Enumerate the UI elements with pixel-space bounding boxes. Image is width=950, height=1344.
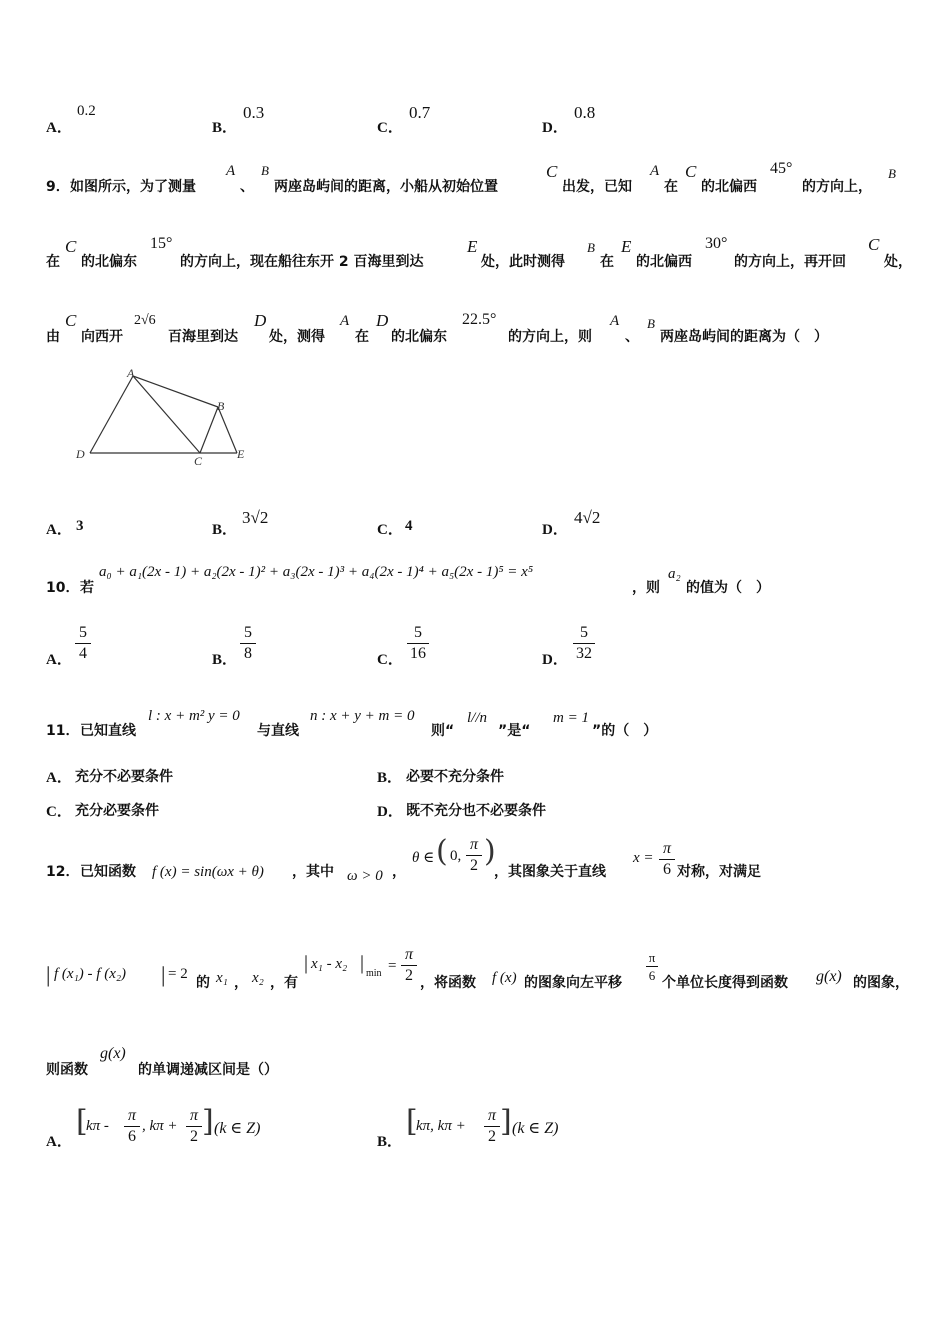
q9-l3-text7: 的方向上，则	[508, 329, 592, 345]
q9-l2-text3: 的方向上，现在船往东开 2 百海里到达	[180, 254, 424, 270]
q9-option-a-value: 3	[76, 518, 84, 534]
q10-option-b-num: 5	[244, 624, 252, 641]
q12-min-fraction	[401, 946, 417, 985]
q12-l3-text2: 的单调递减区间是（）	[138, 1062, 278, 1078]
q10-option-d-den: 32	[576, 645, 592, 662]
q9-l1-var-b: B	[261, 163, 269, 178]
q8-option-b-value: 0.3	[243, 103, 265, 122]
fig-label-e: E	[237, 447, 245, 461]
q9-number: 9．	[46, 179, 70, 195]
q12-text6: 的	[196, 975, 210, 991]
q12-x-den: 6	[663, 861, 671, 878]
q9-l3-dist: 2√6	[134, 313, 156, 328]
q10-option-d-fraction	[573, 624, 595, 663]
fig-label-c: C	[194, 454, 203, 468]
q12-option-b-frac-den: 2	[488, 1128, 496, 1145]
q11-option-d-label: D．	[377, 804, 403, 820]
q9-l2-text4: 处，此时测得	[481, 254, 565, 270]
q10-option-a-fraction	[75, 624, 91, 663]
q9-l1-var-a: A	[226, 163, 236, 179]
q12-option-a-frac2-num: π	[189, 1107, 198, 1124]
q10-text1: 若	[80, 580, 94, 596]
q9-l1-angle: 45°	[770, 160, 793, 177]
q12-interval-zero: 0,	[450, 848, 462, 864]
q9-option-d-label: D．	[542, 522, 568, 538]
q12-text8: ，有	[270, 975, 298, 991]
q11-text1: 已知直线	[80, 723, 136, 739]
q11-cond2: m = 1	[553, 710, 589, 726]
q8-option-a-value: 0.2	[77, 103, 96, 119]
q10-option-b-fraction	[240, 624, 256, 663]
q12-theta: θ ∈	[412, 850, 435, 866]
q9-option-a-label: A．	[46, 522, 72, 538]
q9-l3-var-d: D	[254, 311, 267, 330]
q12-option-a-right: (k ∈ Z)	[214, 1120, 261, 1137]
q11-cond1: l//n	[467, 710, 488, 726]
q12-option-b-left: kπ, kπ +	[416, 1118, 466, 1134]
q9-l3-var-c: C	[65, 311, 77, 330]
q8-option-c-value: 0.7	[409, 103, 431, 122]
q9-l3-text5: 在	[355, 329, 369, 345]
q11-text5: ”的（ ）	[592, 723, 658, 739]
q12-text9: ，将函数	[420, 975, 476, 991]
q10-option-d-label: D．	[542, 652, 568, 668]
q8-option-b-label: B．	[212, 120, 238, 136]
q12-abs-eq: = 2	[168, 966, 188, 982]
q12-option-b-label: B．	[377, 1134, 403, 1150]
q9-l3-angle: 22.5°	[462, 311, 497, 328]
q12-l3-gx: g(x)	[100, 1045, 126, 1062]
q9-option-d-value: 4√2	[574, 508, 601, 527]
q12-abs-expr: f (x₁) - f (x₂)	[54, 966, 127, 982]
line-ac	[133, 376, 200, 453]
fig-label-d: D	[76, 447, 85, 461]
q9-l3-var-b: B	[647, 316, 655, 331]
q10-var-a2: a₂	[668, 566, 681, 582]
q12-text5: 对称，对满足	[677, 864, 761, 880]
q12-text11: 个单位长度得到函数	[662, 975, 788, 991]
q11-line-n: n : x + y + m = 0	[310, 708, 415, 724]
q12-shift-den: 6	[648, 968, 656, 983]
line-da	[90, 376, 133, 453]
q12-theta-den: 2	[470, 857, 478, 874]
q9-l1-var-a2: A	[650, 163, 660, 179]
q12-shift-num: π	[648, 950, 656, 965]
q12-option-a-frac1-den: 6	[128, 1128, 136, 1145]
q12-number: 12．	[46, 864, 80, 880]
q8-option-c-label: C．	[377, 120, 403, 136]
q10-option-b-den: 8	[244, 645, 252, 662]
q9-option-b-value: 3√2	[242, 508, 269, 527]
q12-option-a-frac2	[186, 1107, 202, 1146]
q11-number: 11．	[46, 723, 80, 739]
q12-option-a-frac1	[124, 1107, 140, 1146]
q11-text2: 与直线	[257, 723, 299, 739]
q11-option-c-text: 充分必要条件	[75, 803, 159, 819]
q9-l2-text8: 处，	[884, 254, 912, 270]
q9-figure	[70, 362, 260, 472]
q9-l3-text8: 两座岛屿间的距离为（ ）	[660, 329, 828, 345]
q9-l2-angle1: 15°	[150, 235, 173, 252]
q12-text4: ，其图象关于直线	[494, 864, 606, 880]
q12-text1: 已知函数	[80, 864, 136, 880]
q12-min-den: 2	[405, 967, 413, 984]
q12-diff: x₁ - x₂	[311, 956, 348, 972]
q12-text3: ，	[392, 864, 406, 880]
q11-option-b-text: 必要不充分条件	[406, 769, 504, 785]
q9-l1-text3: 出发，已知	[562, 179, 632, 195]
q11-option-d-text: 既不充分也不必要条件	[406, 803, 546, 819]
q10-option-c-label: C．	[377, 652, 403, 668]
q12-option-b-frac-num: π	[487, 1107, 496, 1124]
q12-fx: f (x)	[492, 970, 517, 986]
q9-l3-var-a2: A	[610, 313, 620, 329]
q12-cond-omega: ω > 0	[347, 868, 383, 884]
q9-l1-text4: 在	[664, 179, 678, 195]
q9-l1-text6: 的方向上，	[802, 179, 872, 195]
q12-option-a-label: A．	[46, 1134, 72, 1150]
q9-l3-text1: 由	[46, 329, 60, 345]
q9-l1-sep: 、	[240, 179, 254, 195]
q11-option-b-label: B．	[377, 770, 403, 786]
q12-x1: x₁	[216, 970, 228, 986]
q9-l1-text5: 的北偏西	[701, 179, 757, 195]
q12-shift-fraction	[646, 950, 658, 983]
q9-option-c-value: 4	[405, 518, 413, 534]
q12-text10: 的图象向左平移	[524, 975, 622, 991]
q9-option-b-label: B．	[212, 522, 238, 538]
q11-option-a-text: 充分不必要条件	[75, 769, 173, 785]
q8-option-d-label: D．	[542, 120, 568, 136]
q11-option-a-label: A．	[46, 770, 72, 786]
q9-l3-var-d2: D	[376, 311, 389, 330]
q9-l1-var-c: C	[546, 162, 558, 181]
q9-l1-var-c2: C	[685, 162, 697, 181]
q12-min: min	[366, 968, 382, 979]
q8-option-d-value: 0.8	[574, 103, 596, 122]
q12-x-fraction	[659, 840, 675, 879]
q12-x-eq: x =	[633, 850, 654, 866]
q9-l2-var-e: E	[467, 237, 478, 256]
q9-l1-text2: 两座岛屿间的距离，小船从初始位置	[274, 179, 498, 195]
q10-option-c-num: 5	[414, 624, 422, 641]
q11-text3: 则“	[431, 723, 455, 739]
q9-l2-text2: 的北偏东	[81, 254, 137, 270]
q8-option-a-label: A．	[46, 120, 72, 136]
q9-l2-var-e2: E	[621, 237, 632, 256]
q12-text2: ，其中	[292, 864, 334, 880]
q9-l2-text1: 在	[46, 254, 60, 270]
q9-l2-angle2: 30°	[705, 235, 728, 252]
q9-l2-text6: 的北偏西	[636, 254, 692, 270]
q10-text2: ，则	[632, 580, 660, 596]
q12-option-a-frac1-num: π	[127, 1107, 136, 1124]
q9-l2-text7: 的方向上，再开回	[734, 254, 846, 270]
q11-text4: ”是“	[498, 723, 531, 739]
q12-theta-fraction	[466, 836, 482, 875]
q12-l3-text1: 则函数	[46, 1062, 88, 1078]
q9-l3-text4: 处，测得	[269, 329, 325, 345]
q11-option-c-label: C．	[46, 804, 72, 820]
q9-l2-var-c2: C	[868, 235, 880, 254]
line-be	[218, 407, 237, 453]
q9-l3-sep: 、	[625, 329, 639, 345]
q10-option-d-num: 5	[580, 624, 588, 641]
q12-text7: ，	[234, 975, 248, 991]
q12-text12: 的图象，	[853, 975, 909, 991]
q12-option-b-right: (k ∈ Z)	[512, 1120, 559, 1137]
q9-l1-var-b2: B	[888, 166, 896, 181]
line-cb	[200, 407, 218, 453]
q12-min-num: π	[404, 946, 413, 963]
q10-text3: 的值为（ ）	[686, 580, 770, 596]
q10-number: 10．	[46, 580, 80, 596]
q12-gx: g(x)	[816, 968, 842, 985]
q9-l2-var-b: B	[587, 240, 595, 255]
q10-option-b-label: B．	[212, 652, 238, 668]
fig-label-a: A	[127, 366, 135, 380]
q9-l3-text3: 百海里到达	[168, 329, 238, 345]
q11-line-l: l : x + m² y = 0	[148, 708, 240, 724]
q9-l2-var-c: C	[65, 237, 77, 256]
q9-l1-text1: 如图所示，为了测量	[70, 179, 196, 195]
fig-label-b: B	[217, 399, 225, 413]
q10-option-a-label: A．	[46, 652, 72, 668]
q12-option-a-frac2-den: 2	[190, 1128, 198, 1145]
q12-option-b-frac	[484, 1107, 500, 1146]
q10-expression: a₀ + a₁(2x - 1) + a₂(2x - 1)² + a₃(2x - 1)³ + a₄(2x - 1)⁴ + a₅(2x - 1)⁵ = x⁵	[99, 564, 534, 580]
q9-l2-text5: 在	[600, 254, 614, 270]
q12-x-num: π	[662, 840, 671, 857]
q9-option-c-label: C．	[377, 522, 403, 538]
q12-theta-num: π	[469, 836, 478, 853]
q10-option-a-den: 4	[79, 645, 87, 662]
q12-option-a-mid: , kπ +	[142, 1118, 178, 1134]
q9-l3-var-a: A	[340, 313, 350, 329]
q12-option-a-left: kπ -	[86, 1118, 109, 1134]
q9-l3-text6: 的北偏东	[391, 329, 447, 345]
q10-option-c-den: 16	[410, 645, 426, 662]
q12-function: f (x) = sin(ωx + θ)	[152, 864, 264, 880]
q10-option-c-fraction	[407, 624, 429, 663]
q10-option-a-num: 5	[79, 624, 87, 641]
q9-l3-text2: 向西开	[81, 329, 123, 345]
q12-x2: x₂	[252, 970, 264, 986]
